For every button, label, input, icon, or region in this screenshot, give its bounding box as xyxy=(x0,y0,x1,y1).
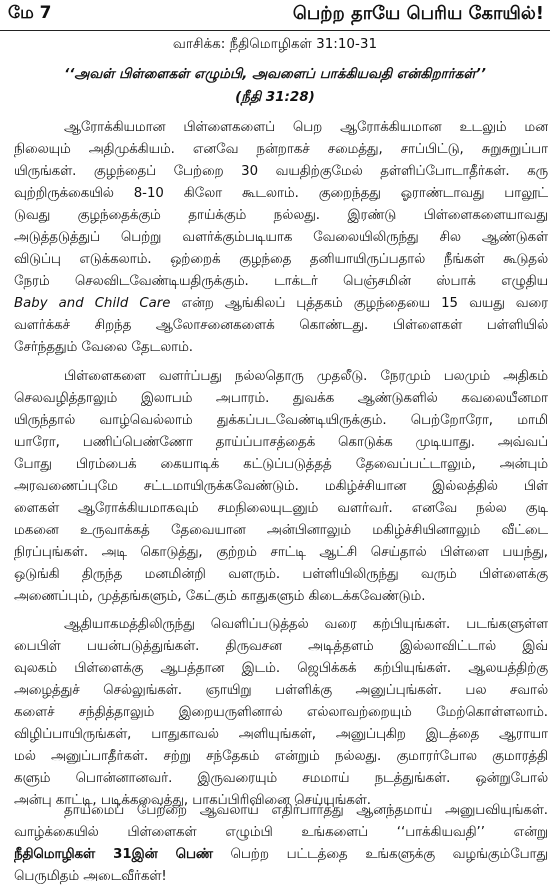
proverbs-line-rest: பெற்ற பட்டத்தை உங்களுக்கு வழங்கும்போது xyxy=(212,847,548,862)
text-line: களும் பொன்னானவர். இருவரையும் சமமாய் நடத்துங்கள். ஒன்றுபோல் xyxy=(14,771,548,786)
text-line: அன்பு காட்டி, படிக்கவைத்து, பாகப்பிரிவினை செய்யுங்கள். xyxy=(14,793,371,808)
text-line: மகனை உருவாக்கத் தேவையான அன்பினாலும் மகிழ்ச்சியினாலும் வீட்டை xyxy=(14,523,548,538)
key-verse xyxy=(0,63,550,109)
page-header xyxy=(0,0,550,31)
text-line: யிருந்தால் வாழ்வெல்லாம் துக்கப்படவேண்டியிருக்கும். பெற்றோரோ, மாமி xyxy=(14,413,548,428)
text-line: அரவணைப்புமே சட்டமாயிருக்கவேண்டும். மகிழ்ச்சியான இல்லத்தில் பிள் xyxy=(14,479,548,494)
key-verse-text: ‘‘அவள் பிள்ளைகள் எழும்பி, அவளைப் பாக்கியவதி என்கிறார்கள்’’ xyxy=(64,66,486,82)
paragraph-4 xyxy=(14,800,548,888)
text-line: வுலகம் பிள்ளைக்கு ஆபத்தான இடம். ஜெபிக்கக் கற்பியுங்கள். ஆலயத்திற்கு xyxy=(14,661,548,676)
text-line: பெருமிதம் அடைவீர்கள்! xyxy=(14,869,167,884)
text-line: யாரோ, பணிப்பெண்ணோ தாய்ப்பாசத்தைக் கொடுக்க முடியாது. அவ்வப் xyxy=(14,435,548,450)
text-line: செலவழித்தாலும் இலாபம் அபாரம். துவக்க ஆண்டுகளில் கவலையீனமா xyxy=(14,391,548,406)
text-line: அழைத்துச் செல்லுங்கள். ஞாயிறு பள்ளிக்கு அனுப்புங்கள். பல சவால் xyxy=(14,683,548,698)
proverbs-31-woman: நீதிமொழிகள் 31இன் பெண் xyxy=(14,847,213,862)
book-line-rest: என்ற ஆங்கிலப் புத்தகம் குழந்தையை 15 வயது வரை xyxy=(170,296,548,311)
text-line: மல் அனுப்பாதீர்கள். சற்று சந்தேகம் என்றும் நல்லது. குமாரர்போல குமாரத்தி xyxy=(14,749,548,764)
text-line: விழிப்பாயிருங்கள், பாதுகாவல் அளியுங்கள், அனுப்புகிற இடத்தை ஆராயா xyxy=(14,727,548,742)
page-title: பெற்ற தாயே பெரிய கோயில்! xyxy=(292,3,544,24)
text-line: களைச் சந்தித்தாலும் இறையருளினால் எல்லாவற்றையும் மேற்கொள்ளலாம். xyxy=(14,705,548,720)
paragraph-1 xyxy=(14,117,548,359)
text-line: ஆதியாகமத்திலிருந்து வெளிப்படுத்தல் வரை கற்பியுங்கள். படங்களுள்ள xyxy=(64,617,548,632)
reading-reference: வாசிக்க: நீதிமொழிகள் 31:10-31 xyxy=(172,36,378,52)
text-line: வாழ்க்கையில் பிள்ளைகள் எழும்பி உங்களைப் ‘‘பாக்கியவதி’’ என்று xyxy=(14,825,548,840)
text-line: சேர்ந்ததும் வேலை தேடலாம். xyxy=(14,340,194,355)
text-line: வளர்க்கச் சிறந்த ஆலோசனைகளைக் கொண்டது. பிள்ளைகள் பள்ளியில் xyxy=(14,318,548,333)
text-line: அணைப்பும், முத்தங்களும், கேட்கும் காதுகளும் கிடைக்கவேண்டும். xyxy=(14,589,426,604)
text-line: ளைகள் ஆரோக்கியமாகவும் சமநிலையுடனும் வளர்வர். எனவே நல்ல குடி xyxy=(14,501,548,516)
book-title: Baby and Child Care xyxy=(14,296,171,311)
text-line: ஒடுங்கி திருந்த மனமின்றி வளரும். பள்ளியிலிருந்து வரும் பிள்ளைக்கு xyxy=(14,567,548,582)
text-line: நிலையும் அதிமுக்கியம். எனவே நன்றாகச் சமைத்து, சாப்பிட்டு, சுறுசுறுப்பா xyxy=(14,142,548,157)
text-line: யிருங்கள். குழந்தைப் பேற்றை 30 வயதிற்குமேல் தள்ளிப்போடாதீர்கள். கரு xyxy=(14,164,548,179)
text-line: பைபிள் பயன்படுத்துங்கள். திருவசன அடித்தளம் இல்லாவிட்டால் இவ் xyxy=(14,639,548,654)
text-line: விடுப்பு எடுக்கலாம். ஒற்றைக் குழந்தை தனியாயிருப்பதால் நீங்கள் கூடுதல் xyxy=(14,252,548,267)
text-line: போது பிரம்பைக் கையாடிக் கட்டுப்படுத்தத் தேவைப்பட்டாலும், அன்பும் xyxy=(14,457,548,472)
devotion-date: மே 7 xyxy=(8,3,52,23)
text-line: அடுத்தடுத்துப் பெற்று வளர்க்கும்படியாக வேலையிலிருந்து சில ஆண்டுகள் xyxy=(14,230,548,245)
text-line: டுவது குழந்தைக்கும் தாய்க்கும் நல்லது. இரண்டு பிள்ளைகளையாவது xyxy=(14,208,548,223)
text-line: ஆரோக்கியமான பிள்ளைகளைப் பெற ஆரோக்கியமான உடலும் மன xyxy=(64,120,548,135)
text-line: நிரப்புங்கள். அடி கொடுத்து, குற்றம் சாட்டி ஆட்சி செய்தால் பிள்ளை பயந்து, xyxy=(14,545,548,560)
text-line xyxy=(14,844,548,866)
text-line: வுற்றிருக்கையில் 8-10 கிலோ கூடலாம். குறைந்தது ஓராண்டாவது பாலூட் xyxy=(14,186,548,201)
paragraph-3 xyxy=(14,614,548,812)
paragraph-2 xyxy=(14,366,548,608)
text-line: பிள்ளைகளை வளர்ப்பது நல்லதொரு முதலீடு. நேரமும் பலமும் அதிகம் xyxy=(64,369,548,384)
text-line xyxy=(14,293,548,315)
key-verse-reference: (நீதி 31:28) xyxy=(235,89,315,105)
text-line: தாய்மைப் பேற்றை ஆவலாய் எதிர்பார்த்து ஆனந்தமாய் அனுபவியுங்கள். xyxy=(64,803,548,818)
text-line: நேரம் செலவிடவேண்டியதிருக்கும். டாக்டர் பெஞ்சமின் ஸ்பாக் எழுதிய xyxy=(14,274,548,289)
